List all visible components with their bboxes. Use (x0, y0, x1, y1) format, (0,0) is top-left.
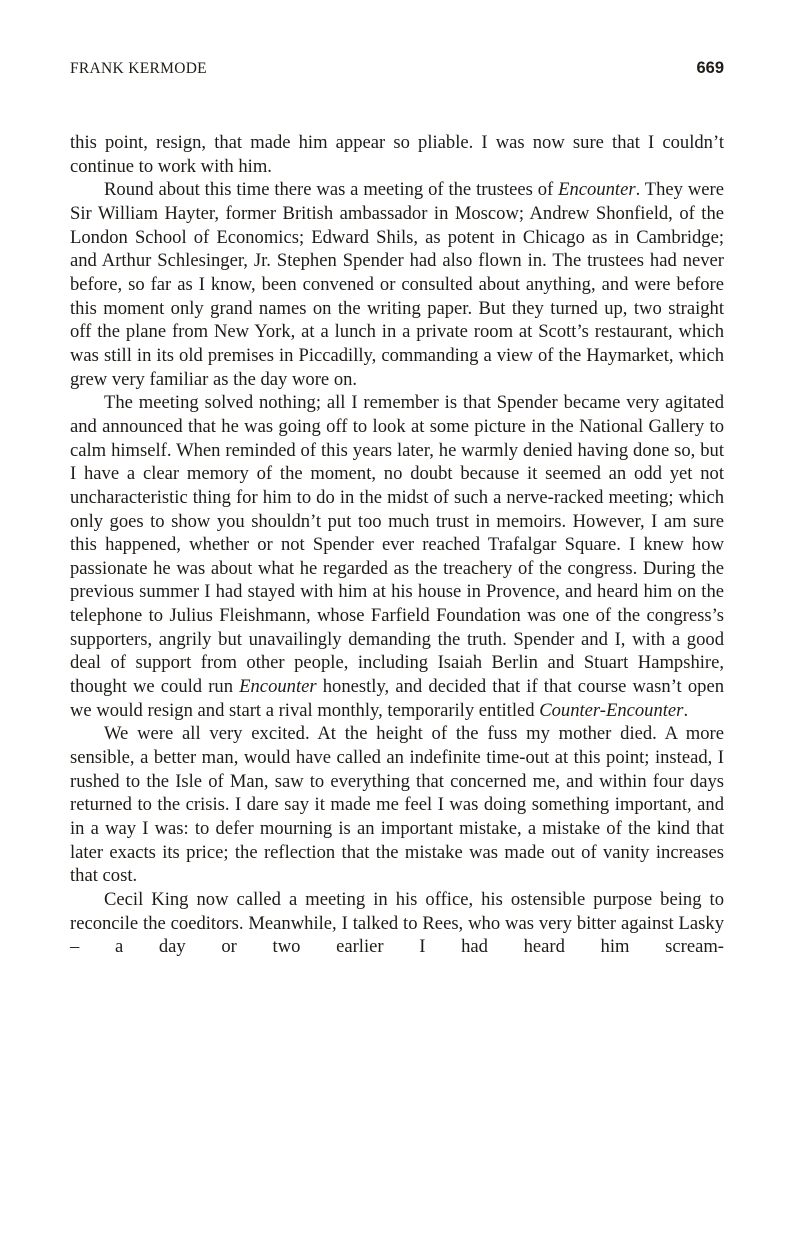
paragraph-text: this point, resign, that made him appear so pliable. I was now sure that I couldn’t continue to work with him. (70, 132, 724, 177)
italic-title-text: Encounter (239, 676, 317, 698)
italic-title-text: Counter-Encounter (539, 699, 684, 721)
italic-title-text: Encounter (558, 179, 636, 201)
paragraph (70, 888, 724, 959)
paragraph-text: We were all very excited. At the height of the fuss my mother died. A more sensible, a better man, would have called an indefinite time-out at this point; instead, I rushed to the Isle of Man, saw to everything that concerned me, and within four days returned to the crisis. I dare say it made me feel I was doing something important, and in a way I was: to defer mourning is an important mistake, a mistake of the kind that later exacts its price; the reflection that the mistake was made out of vanity increases that cost. (70, 723, 724, 887)
paragraph-text: . (683, 699, 689, 721)
running-head (70, 60, 724, 84)
paragraph-text: . They were Sir William Hayter, former British ambassador in Moscow; Andrew Shonfield, of the London School of Economics; Edward Shils, as potent in Chicago as in Cambridge; and Arthur Schlesinger, Jr. Stephen Spender had also flown in. The trustees had never before, so far as I know, been convened or consulted about anything, and were before this moment only grand names on the writing paper. But they turned up, two straight off the plane from New York, at a lunch in a private room at Scott’s restaurant, which was still in its old premises in Piccadilly, commanding a view of the Haymarket, which grew very familiar as the day wore on. (70, 179, 724, 390)
body-text (70, 131, 724, 959)
running-title: FRANK KERMODE (70, 60, 207, 77)
paragraph (70, 178, 724, 391)
paragraph (70, 722, 724, 888)
paragraph (70, 391, 724, 722)
paragraph-text: The meeting solved nothing; all I remember is that Spender became very agitated and announced that he was going off to look at some picture in the National Gallery to calm himself. When reminded of this years later, he warmly denied having done so, but I have a clear memory of the moment, no doubt because it seemed an odd yet not uncharacteristic thing for him to do in the midst of such a nerve-racked meeting; which only goes to show you shouldn’t put too much trust in memoirs. However, I am sure this happened, whether or not Spender ever reached Trafalgar Square. I knew how passionate he was about what he regarded as the treachery of the congress. During the previous summer I had stayed with him at his house in Provence, and heard him on the telephone to Julius Fleishmann, whose Farfield Foundation was one of the congress’s supporters, angrily but unavailingly demanding the truth. Spender and I, with a good deal of support from other people, including Isaiah Berlin and Stuart Hampshire, thought we could run (70, 392, 724, 698)
paragraph (70, 131, 724, 178)
page-number: 669 (696, 59, 724, 77)
paragraph-text: honestly, and decided that if that course wasn’t open we would resign and start a rival monthly, temporarily entitled (70, 676, 724, 721)
paragraph-text: Cecil King now called a meeting in his office, his ostensible purpose being to reconcile the coeditors. Meanwhile, I talked to Rees, who was very bitter against Lasky – a day or two earlier I had heard him scream- (70, 889, 724, 958)
paragraph-text: Round about this time there was a meeting of the trustees of (104, 179, 559, 201)
